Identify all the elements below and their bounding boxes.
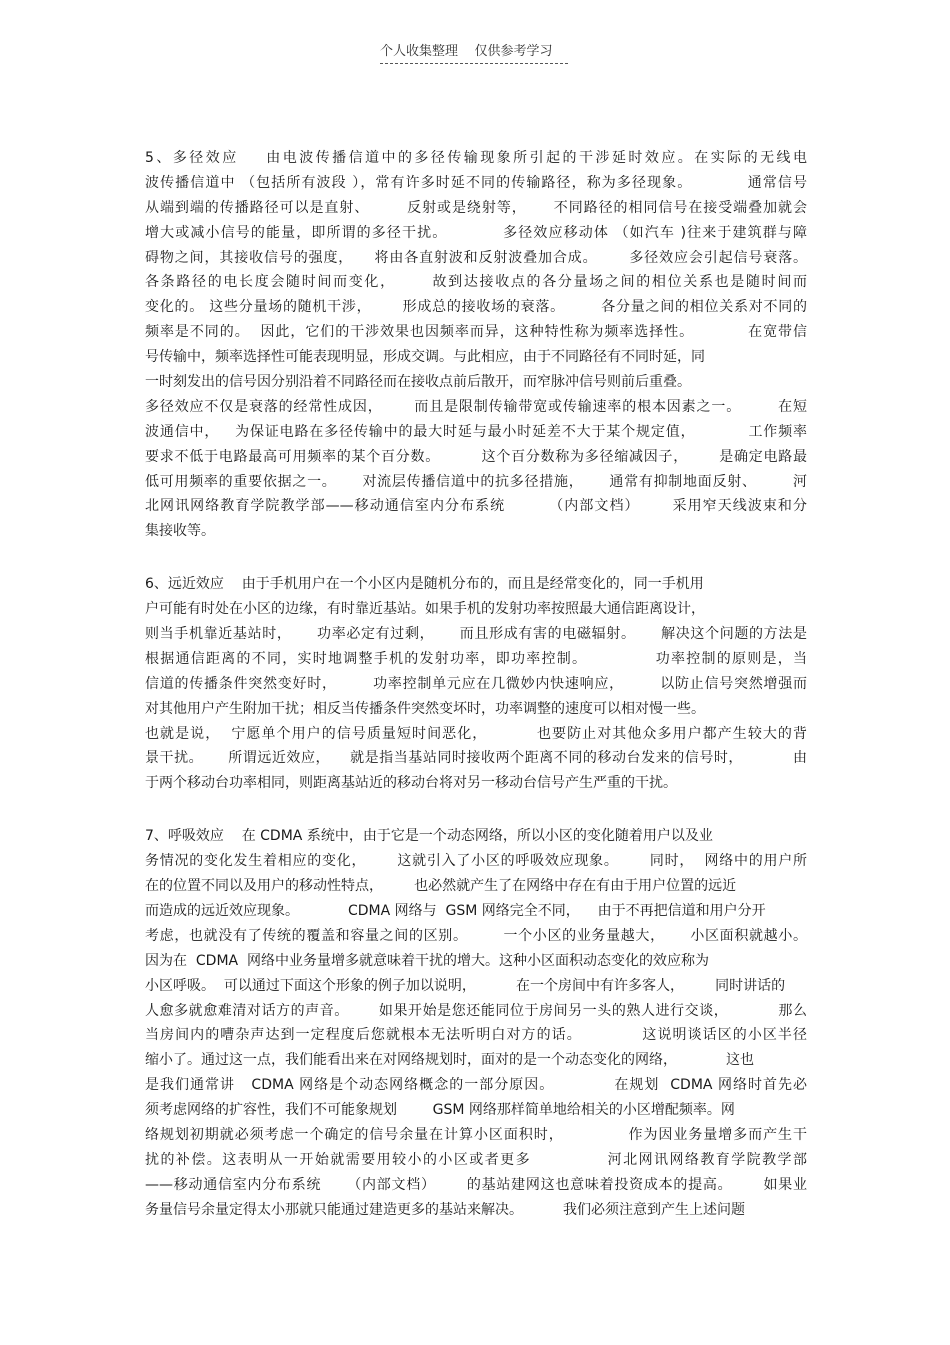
text-line: 根据通信距离的不同，实时地调整手机的发射功率，即功率控制。 功率控制的原则是，当 — [145, 650, 807, 667]
text-line: 从端到端的传播路径可以是直射、 反射或是绕射等， 不同路径的相同信号在接受端叠加就会 — [145, 199, 807, 216]
text-line: 增大或减小信号的能量，即所谓的多径干扰。 多径效应移动体 （如汽车 )往来于建筑群与障 — [145, 224, 807, 241]
section-cell-breathing-effect — [145, 824, 807, 1222]
document-body — [145, 146, 807, 1251]
text-line: 波通信中， 为保证电路在多径传输中的最大时延与最小时延差不大于某个规定值， 工作频率 — [145, 423, 807, 440]
text-line: 也就是说， 宁愿单个用户的信号质量短时间恶化， 也要防止对其他众多用户都产生较大的背 — [145, 725, 807, 742]
text-line: 信道的传播条件突然变好时， 功率控制单元应在几微妙内快速响应， 以防止信号突然增强而 — [145, 675, 807, 692]
text-line: 北网讯网络教育学院教学部——移动通信室内分布系统 （内部文档） 采用窄天线波束和分 — [145, 498, 807, 515]
text-line: 络规划初期就必须考虑一个确定的信号余量在计算小区面积时， 作为因业务量增多而产生干 — [145, 1126, 807, 1143]
text-line: 人愈多就愈难清对话方的声音。 如果开始是您还能同位于房间另一头的熟人进行交谈， 那么 — [145, 1002, 807, 1019]
text-line: 考虑，也就没有了传统的覆盖和容量之间的区别。 一个小区的业务量越大， 小区面积就越小。 — [145, 927, 807, 944]
text-line: 于两个移动台功率相同，则距离基站近的移动台将对另一移动台信号产生严重的干扰。 — [145, 775, 677, 792]
text-line: 缩小了。通过这一点，我们能看出来在对网络规划时，面对的是一个动态变化的网络， 这也 — [145, 1052, 754, 1069]
page-header: 个人收集整理 仅供参考学习 — [380, 40, 568, 64]
text-line: 务情况的变化发生着相应的变化， 这就引入了小区的呼吸效应现象。 同时， 网络中的用户所 — [145, 853, 807, 870]
text-line: 一时刻发出的信号因分别沿着不同路径而在接收点前后散开，而窄脉冲信号则前后重叠。 — [145, 374, 691, 391]
text-line: 在的位置不同以及用户的移动性特点， 也必然就产生了在网络中存在有由于用户位置的远近 — [145, 878, 737, 895]
text-line: 小区呼吸。 可以通过下面这个形象的例子加以说明， 在一个房间中有许多客人， 同时讲话的 — [145, 977, 786, 994]
text-line: 须考虑网络的扩容性，我们不可能象规划 GSM 网络那样简单地给相关的小区增配频率。网 — [145, 1102, 735, 1119]
text-line: 是我们通常讲 CDMA 网络是个动态网络概念的一部分原因。 在规划 CDMA 网络时首先必 — [145, 1077, 807, 1094]
text-line: 对其他用户产生附加干扰；相反当传播条件突然变坏时，功率调整的速度可以相对慢一些。 — [145, 700, 705, 717]
text-line: 集接收等。 — [145, 523, 215, 540]
text-line: 低可用频率的重要依据之一。 对流层传播信道中的抗多径措施， 通常有抑制地面反射、 河 — [145, 473, 807, 490]
section-near-far-effect — [145, 572, 807, 796]
text-line: 碍物之间，其接收信号的强度， 将由各直射波和反射波叠加合成。 多径效应会引起信号衰落。 — [145, 249, 807, 266]
text-line: 6、远近效应 由于手机用户在一个小区内是随机分布的，而且是经常变化的，同一手机用 — [145, 576, 704, 593]
text-line: 务量信号余量定得太小那就只能通过建造更多的基站来解决。 我们必须注意到产生上述问题 — [145, 1201, 746, 1218]
text-line: 号传输中，频率选择性可能表现明显，形成交调。与此相应，由于不同路径有不同时延，同 — [145, 349, 705, 366]
text-line: 变化的。 这些分量场的随机干涉， 形成总的接收场的衰落。 各分量之间的相位关系对不同的 — [145, 299, 807, 316]
text-line: 波传播信道中 （包括所有波段 ），常有许多时延不同的传输路径，称为多径现象。 通常信号 — [145, 174, 807, 191]
text-line: 7、呼吸效应 在 CDMA 系统中，由于它是一个动态网络，所以小区的变化随着用户以及业 — [145, 828, 713, 845]
text-line: 当房间内的嘈杂声达到一定程度后您就根本无法听明白对方的话。 这说明谈话区的小区半径 — [145, 1027, 807, 1044]
section-multipath-effect — [145, 146, 807, 544]
text-line: 户可能有时处在小区的边缘，有时靠近基站。如果手机的发射功率按照最大通信距离设计， — [145, 601, 705, 618]
text-line: 因为在 CDMA 网络中业务量增多就意味着干扰的增大。这种小区面积动态变化的效应称为 — [145, 952, 710, 969]
text-line: 要求不低于电路最高可用频率的某个百分数。 这个百分数称为多径缩减因子， 是确定电路最 — [145, 448, 807, 465]
text-line: 扰的补偿。这表明从一开始就需要用较小的小区或者更多 河北网讯网络教育学院教学部 — [145, 1151, 807, 1168]
text-line: 景干扰。 所谓远近效应， 就是指当基站同时接收两个距离不同的移动台发来的信号时， 由 — [145, 750, 807, 767]
text-line: 频率是不同的。 因此，它们的干涉效果也因频率而异，这种特性称为频率选择性。 在宽带信 — [145, 324, 807, 341]
text-line: 则当手机靠近基站时， 功率必定有过剩， 而且形成有害的电磁辐射。 解决这个问题的方法是 — [145, 626, 807, 643]
text-line: 各条路径的电长度会随时间而变化， 故到达接收点的各分量场之间的相位关系也是随时间而 — [145, 274, 807, 291]
text-line: ——移动通信室内分布系统 （内部文档） 的基站建网这也意味着投资成本的提高。 如果业 — [145, 1176, 807, 1193]
text-line: 多径效应不仅是衰落的经常性成因， 而且是限制传输带宽或传输速率的根本因素之一。 在短 — [145, 398, 807, 415]
text-line: 5、多径效应 由电波传播信道中的多径传输现象所引起的干涉延时效应。在实际的无线电 — [145, 150, 807, 166]
text-line: 而造成的远近效应现象。 CDMA 网络与 GSM 网络完全不同， 由于不再把信道和用户分开 — [145, 902, 766, 919]
